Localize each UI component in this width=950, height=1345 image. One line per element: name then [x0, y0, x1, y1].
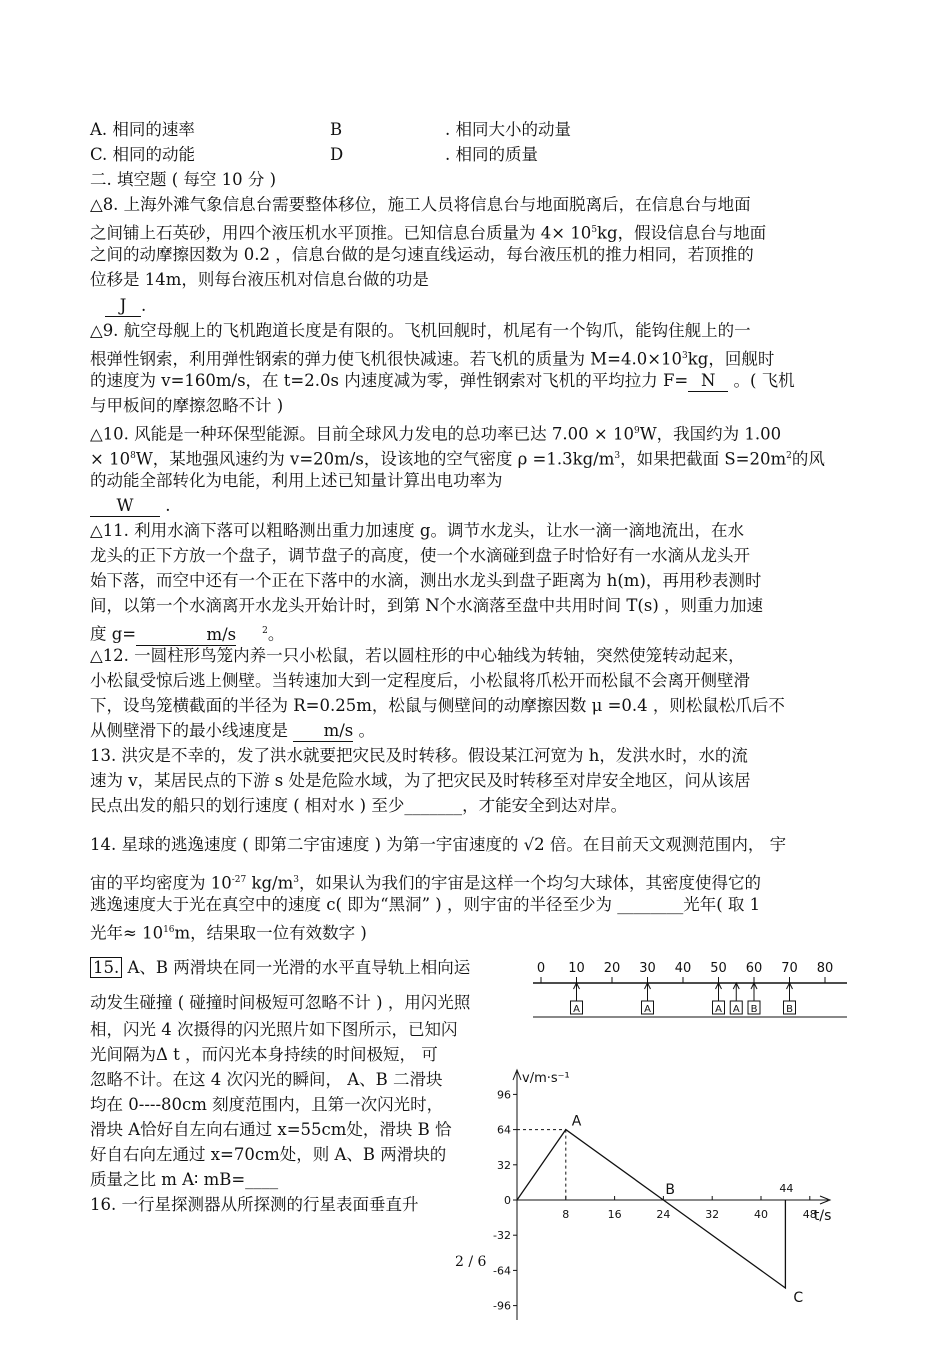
- x-tick-label: 24: [656, 1208, 671, 1221]
- q15-line1: 15. A、B 两滑块在同一光滑的水平直导轨上相向运: [90, 958, 470, 978]
- ruler-tick-label: 80: [816, 961, 834, 976]
- point-label: 44: [779, 1182, 794, 1195]
- option-d-text: . 相同的质量: [445, 145, 538, 164]
- q11-line5: 度 g= m/s $^2$。: [90, 624, 285, 644]
- x-axis-label: t/s: [813, 1208, 832, 1224]
- q12-answer-unit: m/s: [293, 721, 353, 742]
- q13-line3: 民点出发的船只的划行速度 ( 相对水 ) 至少_______，才能安全到达对岸。: [90, 796, 628, 815]
- ruler-tick-label: 40: [674, 961, 692, 976]
- q11-answer-unit: m/s: [136, 625, 236, 646]
- ruler-tick-label: 60: [745, 961, 763, 976]
- y-tick-label: 32: [497, 1158, 511, 1172]
- point-label: A: [571, 1113, 582, 1130]
- point-label: B: [665, 1182, 676, 1198]
- q9-answer-unit: N: [688, 371, 728, 392]
- q13-line2: 速为 v，某居民点的下游 s 处是危险水域，为了把灾民及时转移至对岸安全地区，问从该居: [90, 771, 751, 790]
- x-tick-label: 32: [705, 1208, 720, 1221]
- q9-line2: 根弹性钢索，利用弹性钢索的弹力使飞机很快减速。若飞机的质量为 $M=4.0\times 10^3kg$，回舰时: [90, 349, 775, 369]
- q15-number-box: 15.: [90, 957, 122, 978]
- ruler-tick-label: 20: [603, 961, 621, 976]
- q15-line3: 相，闪光 4 次摄得的闪光照片如下图所示，已知闪: [90, 1020, 458, 1039]
- y-axis-label: v/m·s⁻¹: [522, 1071, 570, 1086]
- q12-line3: 下，设鸟笼横截面的半径为 R=0.25m，松鼠与侧壁间的动摩擦因数 μ =0.4 ，则松鼠松爪后不: [90, 696, 785, 715]
- y-tick-label: 96: [497, 1088, 511, 1102]
- velocity-time-chart: [480, 1050, 860, 1325]
- q12-line2: 小松鼠受惊后逃上侧壁。当转速加大到一定程度后，小松鼠将爪松开而松鼠不会离开侧壁滑: [90, 671, 750, 690]
- q11-line4: 间，以第一个水滴离开水龙头开始计时，到第 N个水滴落至盘中共用时间 T(s) ，则重力加速: [90, 596, 764, 615]
- option-d-label: D: [330, 145, 344, 164]
- q15-line4: 光间隔为Δ t ，而闪光本身持续的时间极短， 可: [90, 1045, 438, 1064]
- q8-line3: 之间的动摩擦因数为 0.2 ，信息台做的是匀速直线运动，每台液压机的推力相同，若顶推的: [90, 245, 754, 264]
- q12-line4: 从侧壁滑下的最小线速度是 m/s 。: [90, 721, 375, 740]
- q8-answer-line: J .: [105, 296, 146, 317]
- y-tick-label: 64: [497, 1123, 511, 1137]
- q8-line2: 之间铺上石英砂，用四个液压机水平顶推。已知信息台质量为 $4\times 10^5kg$，假设信息台与地面: [90, 223, 767, 243]
- q16-line1: 16. 一行星探测器从所探测的行星表面垂直升: [90, 1195, 419, 1214]
- q15-line2: 动发生碰撞 ( 碰撞时间极短可忽略不计 ) ，用闪光照: [90, 993, 471, 1012]
- option-c: C. 相同的动能: [90, 145, 196, 164]
- q8-line4: 位移是 14m，则每台液压机对信息台做的功是: [90, 270, 429, 289]
- q11-line3: 始下落，而空中还有一个正在下落中的水滴，测出水龙头到盘子距离为 h(m)，再用秒表测时: [90, 571, 762, 590]
- q10-line1: △10. 风能是一种环保型能源。目前全球风力发电的总功率已达 $7.00 \times 10^9W$，我国约为 1.00: [90, 424, 782, 444]
- ruler-block-label: B: [786, 1004, 793, 1015]
- q10-line2: × $10^8W$，某地强风速约为 v=20m/s，设该地的空气密度 $\rho =1.3kg/m^3$，如果把截面 $S=20m^2$的风: [90, 449, 825, 469]
- ruler-block-label: B: [750, 1004, 758, 1015]
- y-tick-label: -32: [493, 1229, 511, 1243]
- q13-line1: 13. 洪灾是不幸的，发了洪水就要把灾民及时转移。假设某江河宽为 h，发洪水时，水的流: [90, 746, 748, 765]
- y-tick-label: 0: [504, 1194, 511, 1207]
- q8-line1: △8. 上海外滩气象信息台需要整体移位，施工人员将信息台与地面脱离后，在信息台与地面: [90, 195, 751, 214]
- x-tick-label: 40: [754, 1208, 768, 1221]
- sqrt-two: √2: [523, 835, 545, 854]
- section-title: 二. 填空题 ( 每空 10 分 ): [90, 170, 277, 189]
- option-b-text: . 相同大小的动量: [445, 120, 571, 139]
- ruler-tick-label: 10: [568, 961, 585, 976]
- page-number: 2 / 6: [455, 1254, 487, 1270]
- series-velocity: [517, 1130, 785, 1288]
- ruler-block-label: A: [715, 1004, 722, 1015]
- q9-line1: △9. 航空母舰上的飞机跑道长度是有限的。飞机回舰时，机尾有一个钩爪，能钩住舰上的一: [90, 321, 751, 340]
- q14-line4: 光年≈ $10^{16}m$，结果取一位有效数字 ): [90, 923, 367, 943]
- x-tick-label: 8: [562, 1208, 570, 1221]
- q15-line6: 均在 0----80cm 刻度范围内，且第一次闪光时，: [90, 1095, 444, 1114]
- ruler-block-label: A: [644, 1004, 651, 1015]
- q15-line9: 质量之比 m A∶ mB=____: [90, 1170, 279, 1189]
- option-a: A. 相同的速率: [90, 120, 195, 139]
- q9-line3: 的速度为 v=160m/s，在 t=2.0s 内速度减为零，弹性钢索对飞机的平均拉力 F= N 。( 飞机: [90, 371, 795, 390]
- q11-line1: △11. 利用水滴下落可以粗略测出重力加速度 g。调节水龙头，让水一滴一滴地流出，在水: [90, 521, 744, 540]
- ruler-tick-label: 0: [536, 961, 546, 976]
- q12-line1: △12. 一圆柱形鸟笼内养一只小松鼠，若以圆柱形的中心轴线为转轴，突然使笼转动起来，: [90, 646, 745, 665]
- x-tick-label: 16: [607, 1208, 622, 1221]
- q14-line2: 宙的平均密度为 $10^{-27}$ $kg/m^3$，如果认为我们的宇宙是这样一个均匀大球体，其密度使得它的: [90, 873, 761, 893]
- ruler-block-label: A: [732, 1004, 740, 1015]
- q15-line8: 好自右向左通过 x=70cm处，则 A、B 两滑块的: [90, 1145, 447, 1164]
- q8-answer-unit: J: [105, 296, 141, 317]
- q10-line3: 的动能全部转化为电能，利用上述已知量计算出电功率为: [90, 471, 503, 490]
- q14-line1: 14. 星球的逃逸速度 ( 即第二宇宙速度 ) 为第一宇宙速度的 √2 倍。在目前天文观测范围内， 宇: [90, 835, 787, 854]
- option-b-label: B: [330, 120, 343, 139]
- q10-answer-line: W .: [90, 496, 171, 517]
- flash-photo-ruler: [525, 955, 860, 1030]
- ruler-tick-label: 50: [710, 961, 727, 976]
- x-tick-label: 48: [802, 1208, 817, 1221]
- q9-line4: 与甲板间的摩擦忽略不计 ): [90, 396, 284, 415]
- q15-line5: 忽略不计。在这 4 次闪光的瞬间， A、B 二滑块: [90, 1070, 443, 1089]
- q10-answer-unit: W: [90, 496, 160, 517]
- ruler-tick-label: 70: [781, 961, 798, 976]
- y-tick-label: -64: [493, 1264, 511, 1278]
- point-label: C: [793, 1290, 804, 1306]
- q11-line2: 龙头的正下方放一个盘子，调节盘子的高度，使一个水滴碰到盘子时恰好有一水滴从龙头开: [90, 546, 750, 565]
- ruler-tick-label: 30: [639, 961, 656, 976]
- ruler-block-label: A: [573, 1004, 580, 1015]
- q15-line7: 滑块 A恰好自左向右通过 x=55cm处，滑块 B 恰: [90, 1120, 452, 1139]
- q14-line3: 逃逸速度大于光在真空中的速度 c( 即为“黑洞” ) ，则宇宙的半径至少为 ________光年( 取 1: [90, 895, 761, 914]
- y-tick-label: -96: [493, 1299, 511, 1313]
